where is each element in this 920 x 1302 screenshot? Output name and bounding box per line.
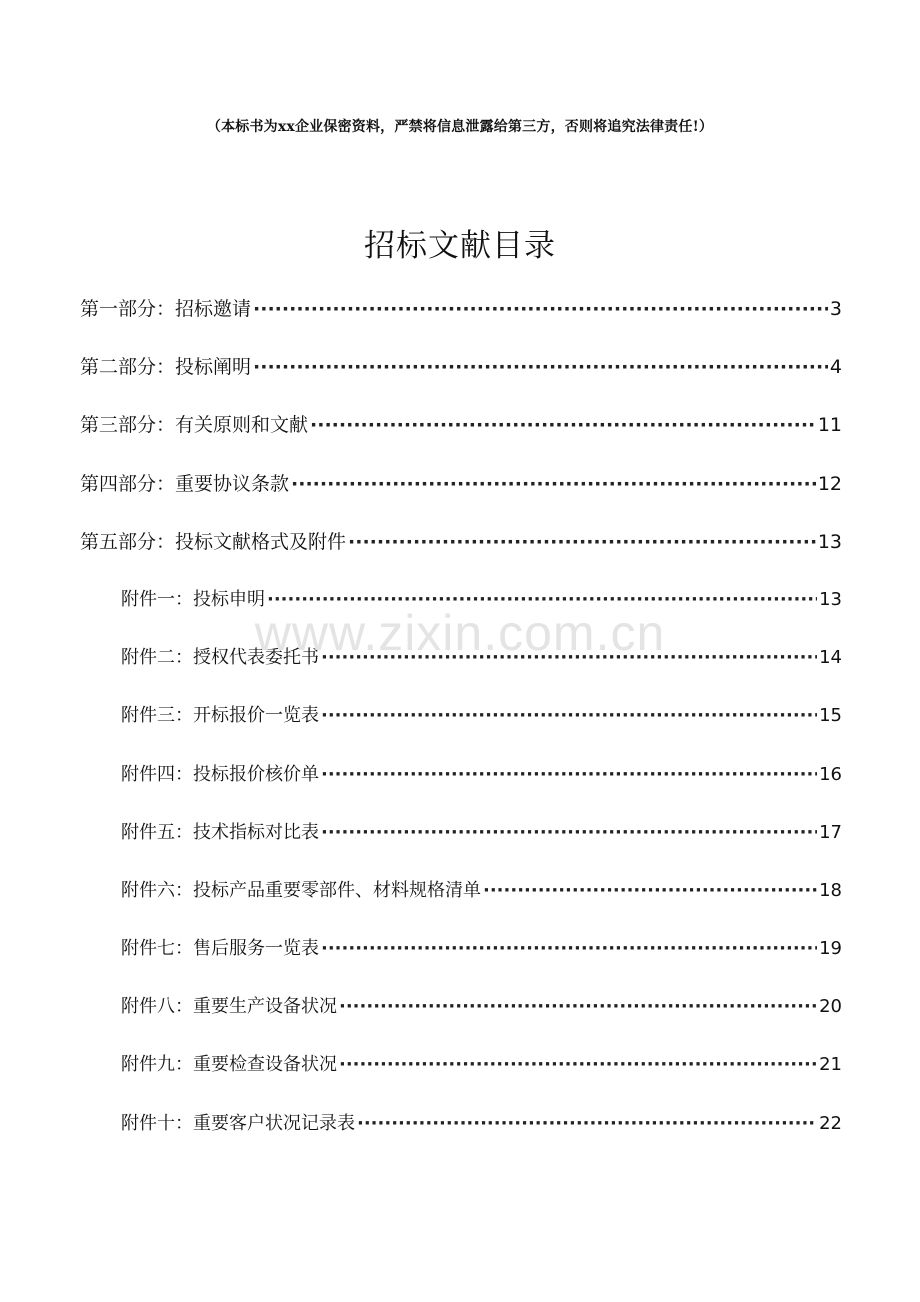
toc-leader-dots [291, 467, 816, 501]
toc-subentry[interactable] [80, 1107, 842, 1165]
toc-entry-label: 第三部分：有关原则和文献 [80, 414, 309, 437]
confidentiality-notice: （本标书为xx企业保密资料，严禁将信息泄露给第三方，否则将追究法律责任!） [206, 119, 714, 135]
toc-leader-dots [310, 408, 816, 442]
toc-entry-label: 第二部分：投标阐明 [80, 356, 252, 379]
toc-entry[interactable] [80, 292, 842, 350]
toc-subentry[interactable] [80, 990, 842, 1048]
toc-entry-label: 附件六：投标产品重要零部件、材料规格清单 [121, 879, 481, 901]
toc-leader-dots [357, 1107, 817, 1141]
toc-leader-dots [483, 874, 817, 908]
toc-subentry[interactable] [80, 874, 842, 932]
toc-subentry[interactable] [80, 758, 842, 816]
toc-entry-label: 附件四：投标报价核价单 [121, 763, 319, 785]
toc-entry-label: 第五部分：投标文献格式及附件 [80, 530, 347, 553]
toc-leader-dots [321, 641, 817, 675]
toc-leader-dots [267, 583, 817, 617]
toc-subentry[interactable] [80, 1048, 842, 1106]
toc-entry-label: 附件九：重要检查设备状况 [121, 1054, 337, 1076]
toc-entry-page: 21 [819, 1054, 842, 1076]
toc-entry-page: 15 [819, 705, 842, 727]
toc-entry[interactable] [80, 408, 842, 466]
toc-entry-page: 16 [819, 763, 842, 785]
toc-subentry[interactable] [80, 816, 842, 874]
toc-entry-page: 13 [817, 530, 842, 553]
watermark: www.zixin.com.cn [254, 605, 666, 661]
toc-leader-dots [321, 699, 817, 733]
toc-entry-page: 18 [819, 879, 842, 901]
toc-leader-dots [253, 350, 828, 384]
toc-entry-label: 附件三：开标报价一览表 [121, 705, 319, 727]
toc-subentry[interactable] [80, 583, 842, 641]
toc-entry-label: 附件一：投标申明 [121, 588, 265, 610]
toc-entry[interactable] [80, 525, 842, 583]
toc-subentry[interactable] [80, 932, 842, 990]
toc-entry-page: 14 [819, 647, 842, 669]
toc-entry-label: 附件十：重要客户状况记录表 [121, 1112, 355, 1134]
toc-subentry[interactable] [80, 699, 842, 757]
toc-entry-page: 4 [829, 356, 842, 379]
toc-leader-dots [339, 1048, 817, 1082]
toc-leader-dots [321, 758, 817, 792]
toc-leader-dots [339, 990, 817, 1024]
toc-entry-page: 11 [817, 414, 842, 437]
toc-entry-label: 附件二：授权代表委托书 [121, 647, 319, 669]
toc-leader-dots [348, 525, 816, 559]
document-title: 招标文献目录 [364, 228, 556, 264]
toc-entry[interactable] [80, 350, 842, 408]
toc-entry-label: 附件五：技术指标对比表 [121, 821, 319, 843]
toc-entry-label: 第一部分：招标邀请 [80, 298, 252, 320]
toc-entry-page: 17 [819, 821, 842, 843]
toc-leader-dots [321, 932, 817, 966]
toc-subentry[interactable] [80, 641, 842, 699]
toc-entry-page: 3 [829, 298, 842, 320]
toc-entry-page: 20 [819, 996, 842, 1018]
toc-entry-page: 22 [819, 1112, 842, 1134]
toc-entry-page: 13 [819, 588, 842, 610]
toc-entry-label: 第四部分：重要协议条款 [80, 472, 290, 495]
toc-entry-page: 19 [819, 938, 842, 960]
toc-entry-page: 12 [817, 472, 842, 495]
table-of-contents [80, 292, 842, 1165]
toc-entry-label: 附件七：售后服务一览表 [121, 938, 319, 960]
toc-leader-dots [253, 292, 828, 326]
toc-leader-dots [321, 816, 817, 850]
toc-entry[interactable] [80, 467, 842, 525]
toc-entry-label: 附件八：重要生产设备状况 [121, 996, 337, 1018]
